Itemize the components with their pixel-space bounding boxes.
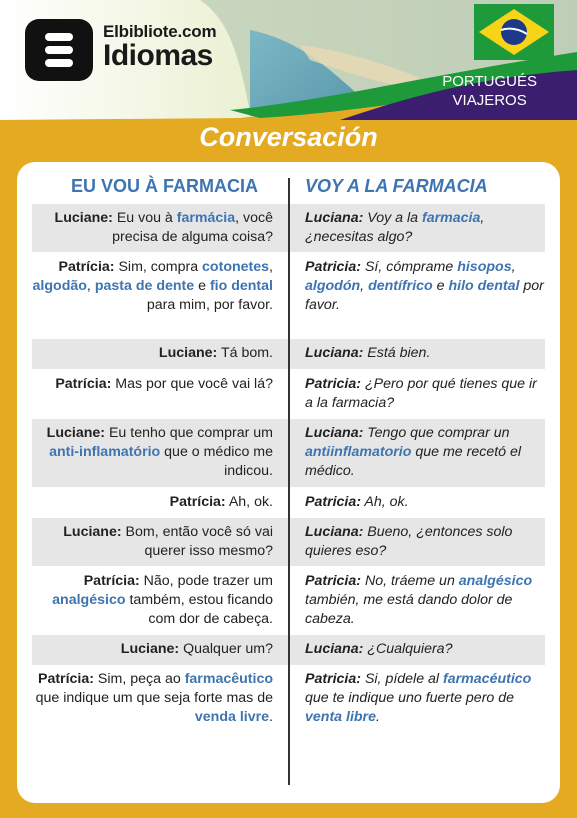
logo-site-name: Elbibliote.com bbox=[103, 22, 217, 41]
dialogue-text: también, me está dando dolor de cabeza. bbox=[305, 592, 513, 627]
vocabulary-word: venta libre bbox=[305, 709, 376, 725]
spanish-line bbox=[305, 523, 545, 561]
dialogue-text: e bbox=[432, 278, 449, 294]
spanish-line bbox=[305, 572, 545, 629]
dialogue-text: por favor. bbox=[305, 278, 544, 313]
vocabulary-word: venda livre bbox=[194, 709, 270, 725]
spanish-line bbox=[305, 670, 545, 727]
dialogue-text: . bbox=[375, 709, 380, 725]
dialogue-text: Eu tenho que comprar um bbox=[105, 425, 273, 441]
spanish-line bbox=[305, 258, 545, 315]
dialogue-text: Ah, ok. bbox=[361, 494, 409, 510]
portuguese-line bbox=[32, 344, 273, 363]
speaker-name: Luciana: bbox=[305, 425, 364, 441]
tag-language: PORTUGUÉS bbox=[442, 73, 537, 90]
dialogue-text: Ah, ok. bbox=[225, 494, 273, 510]
vocabulary-word: pasta de dente bbox=[94, 278, 195, 294]
spanish-line bbox=[305, 640, 545, 659]
dialogue-text: Tá bom. bbox=[217, 345, 273, 361]
brazil-flag-icon bbox=[474, 4, 554, 64]
dialogue-text: , ¿necesitas algo? bbox=[305, 210, 485, 245]
vocabulary-word: analgésico bbox=[458, 573, 533, 589]
speaker-name: Patricia: bbox=[305, 573, 361, 589]
page-title: Conversación bbox=[199, 122, 378, 152]
vocabulary-word: algodão bbox=[32, 278, 87, 294]
dialogue-text: que me recetó el médico. bbox=[305, 444, 522, 479]
column-divider bbox=[288, 178, 290, 785]
speaker-name: Patrícia: bbox=[83, 573, 140, 589]
logo-badge-icon bbox=[25, 19, 93, 81]
portuguese-line bbox=[32, 424, 273, 481]
dialogue-text: também, estou ficando com dor de cabeça. bbox=[125, 592, 273, 627]
vocabulary-word: farmacia bbox=[421, 210, 481, 226]
speaker-name: Luciane: bbox=[54, 210, 113, 226]
dialogue-text: para mim, por favor. bbox=[146, 297, 273, 313]
dialogue-text: Mas por que você vai lá? bbox=[111, 376, 273, 392]
dialogue-text: Sim, compra bbox=[114, 259, 203, 275]
dialogue-text: Sí, cómprame bbox=[361, 259, 458, 275]
dialogue-text: . bbox=[269, 709, 273, 725]
spanish-line bbox=[305, 209, 545, 247]
vocabulary-word: algodón bbox=[305, 278, 361, 294]
dialogue-text: Qualquer um? bbox=[179, 641, 273, 657]
vocabulary-word: farmacéutico bbox=[443, 671, 532, 687]
dialogue-text: que indique um que seja forte mas de bbox=[35, 690, 273, 706]
portuguese-line bbox=[32, 640, 273, 659]
dialogue-text: Bom, então você só vai querer isso mesmo? bbox=[121, 524, 273, 559]
portuguese-line bbox=[32, 493, 273, 512]
portuguese-line bbox=[32, 572, 273, 629]
vocabulary-word: farmacêutico bbox=[184, 671, 273, 687]
portuguese-line bbox=[32, 258, 273, 315]
dialogue-text: No, tráeme un bbox=[361, 573, 459, 589]
vocabulary-word: hilo dental bbox=[448, 278, 520, 294]
speaker-name: Patrícia: bbox=[37, 671, 94, 687]
speaker-name: Patricia: bbox=[305, 671, 361, 687]
speaker-name: Luciana: bbox=[305, 210, 364, 226]
dialogue-text: Sim, peça ao bbox=[93, 671, 185, 687]
dialogue-text: , bbox=[360, 278, 369, 294]
dialogue-text: e bbox=[194, 278, 210, 294]
speaker-name: Luciane: bbox=[46, 425, 106, 441]
vocabulary-word: antiinflamatorio bbox=[305, 444, 412, 460]
portuguese-line bbox=[32, 375, 273, 394]
spanish-line bbox=[305, 424, 545, 481]
speaker-name: Luciana: bbox=[305, 345, 364, 361]
dialogue-text: Tengo que comprar un bbox=[363, 425, 510, 441]
vocabulary-word: farmácia bbox=[176, 210, 236, 226]
speaker-name: Patricia: bbox=[305, 376, 361, 392]
speaker-name: Luciane: bbox=[158, 345, 218, 361]
vocabulary-word: cotonetes bbox=[202, 259, 270, 275]
dialogue-text: Não, pode trazer um bbox=[139, 573, 273, 589]
dialogue-text: Bueno, ¿entonces solo quieres eso? bbox=[305, 524, 513, 559]
portuguese-line bbox=[32, 523, 273, 561]
vocabulary-word: anti-inflamatório bbox=[49, 444, 161, 460]
vocabulary-word: hisopos bbox=[457, 259, 512, 275]
dialogue-text: , você precisa de alguma coisa? bbox=[112, 210, 273, 245]
dialogue-text: ¿Pero por qué tienes que ir a la farmacia? bbox=[305, 376, 537, 411]
column-header-portuguese: EU VOU À FARMACIA bbox=[71, 176, 259, 196]
speaker-name: Patricia: bbox=[305, 494, 361, 510]
vocabulary-word: fio dental bbox=[209, 278, 273, 294]
vocabulary-word: analgésico bbox=[52, 592, 126, 608]
speaker-name: Luciane: bbox=[120, 641, 180, 657]
dialogue-text: Si, pídele al bbox=[361, 671, 444, 687]
speaker-name: Patricia: bbox=[305, 259, 361, 275]
speaker-name: Patrícia: bbox=[169, 494, 226, 510]
tag-level: VIAJEROS bbox=[452, 92, 527, 109]
dialogue-text: , bbox=[511, 259, 516, 275]
speaker-name: Luciana: bbox=[305, 524, 364, 540]
dialogue-text: ¿Cualquiera? bbox=[363, 641, 453, 657]
course-tag bbox=[442, 72, 537, 110]
dialogue-text: Está bien. bbox=[363, 345, 431, 361]
spanish-line bbox=[305, 493, 545, 512]
logo-brand-name: Idiomas bbox=[103, 39, 213, 72]
dialogue-text: Eu vou à bbox=[112, 210, 177, 226]
logo bbox=[103, 22, 216, 70]
spanish-line bbox=[305, 375, 545, 413]
dialogue-text: , bbox=[269, 259, 273, 275]
portuguese-line bbox=[32, 209, 273, 247]
dialogue-text: que te indique uno fuerte pero de bbox=[305, 690, 515, 706]
speaker-name: Patrícia: bbox=[55, 376, 112, 392]
spanish-line bbox=[305, 344, 545, 363]
speaker-name: Patrícia: bbox=[58, 259, 115, 275]
vocabulary-word: dentífrico bbox=[368, 278, 433, 294]
dialogue-text: que o médico me indicou. bbox=[160, 444, 273, 479]
column-header-spanish: VOY A LA FARMACIA bbox=[305, 176, 488, 196]
portuguese-line bbox=[32, 670, 273, 727]
dialogue-text: Voy a la bbox=[363, 210, 422, 226]
speaker-name: Luciana: bbox=[305, 641, 364, 657]
dialogue-text: , bbox=[86, 278, 95, 294]
header-banner bbox=[0, 0, 577, 120]
speaker-name: Luciane: bbox=[63, 524, 122, 540]
